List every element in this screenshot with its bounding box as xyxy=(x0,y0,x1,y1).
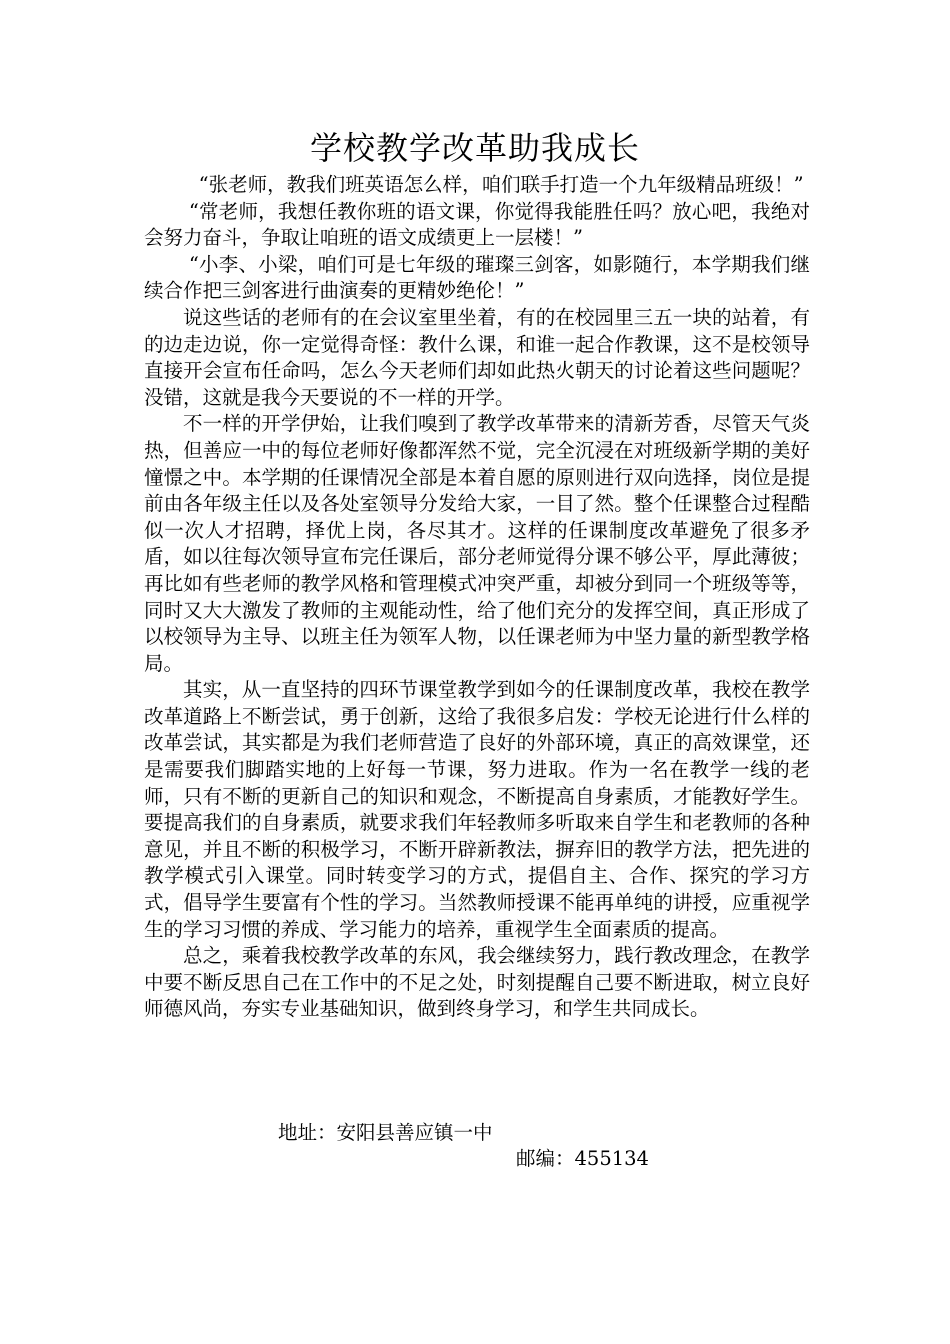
article-body xyxy=(144,172,810,1023)
paragraph-reflection: 其实，从一直坚持的四环节课堂教学到如今的任课制度改革，我校在教学改革道路上不断尝试，勇于创新，这给了我很多启发：学校无论进行什么样的改革尝试，其实都是为我们老师营造了良好的外部环境，真正的高效课堂，还是需要我们脚踏实地的上好每一节课，努力进取。作为一名在教学一线的老师，只有不断的更新自己的知识和观念，不断提高自身素质，才能教好学生。要提高我们的自身素质，就要求我们年轻教师多听取来自学生和老教师的各种意见，并且不断的积极学习，不断开辟新教法，摒弃旧的教学方法，把先进的教学模式引入课堂。同时转变学习的方式，提倡自主、合作、探究的学习方式，倡导学生要富有个性的学习。当然教师授课不能再单纯的讲授，应重视学生的学习习惯的养成、学习能力的培养，重视学生全面素质的提高。 xyxy=(144,678,810,941)
paragraph-dialogue-2: “常老师，我想任教你班的语文课，你觉得我能胜任吗？放心吧，我绝对会努力奋斗，争取让咱班的语文成绩更上一层楼！” xyxy=(144,199,810,250)
paragraph-reform: 不一样的开学伊始，让我们嗅到了教学改革带来的清新芳香，尽管天气炎热，但善应一中的每位老师好像都浑然不觉，完全沉浸在对班级新学期的美好憧憬之中。本学期的任课情况全部是本着自愿的原则进行双向选择，岗位是提前由各年级主任以及各处室领导分发给大家，一目了然。整个任课整合过程酷似一次人才招聘，择优上岗，各尽其才。这样的任课制度改革避免了很多矛盾，如以往每次领导宣布完任课后，部分老师觉得分课不够公平，厚此薄彼；再比如有些老师的教学风格和管理模式冲突严重，却被分到同一个班级等等，同时又大大激发了教师的主观能动性，给了他们充分的发挥空间，真正形成了以校领导为主导、以班主任为领军人物，以任课老师为中坚力量的新型教学格局。 xyxy=(144,412,810,675)
paragraph-intro: 说这些话的老师有的在会议室里坐着，有的在校园里三五一块的站着，有的边走边说，你一定觉得奇怪：教什么课，和谁一起合作教课，这不是校领导直接开会宣布任命吗，怎么今天老师们却如此热火朝天的讨论着这些问题呢？没错，这就是我今天要说的不一样的开学。 xyxy=(144,305,810,409)
paragraph-dialogue-3: “小李、小梁，咱们可是七年级的璀璨三剑客，如影随行，本学期我们继续合作把三剑客进行曲演奏的更精妙绝伦！” xyxy=(144,252,810,303)
paragraph-conclusion: 总之，乘着我校教学改革的东风，我会继续努力，践行教改理念，在教学中要不断反思自己在工作中的不足之处，时刻提醒自己要不断进取，树立良好师德风尚，夯实专业基础知识，做到终身学习，和学生共同成长。 xyxy=(144,944,810,1021)
document-title: 学校教学改革助我成长 xyxy=(309,129,640,167)
paragraph-dialogue-1: “张老师，教我们班英语怎么样，咱们联手打造一个九年级精品班级！” xyxy=(198,173,804,196)
postcode-line: 邮编：455134 xyxy=(516,1147,649,1170)
address-line: 地址：安阳县善应镇一中 xyxy=(278,1121,493,1144)
